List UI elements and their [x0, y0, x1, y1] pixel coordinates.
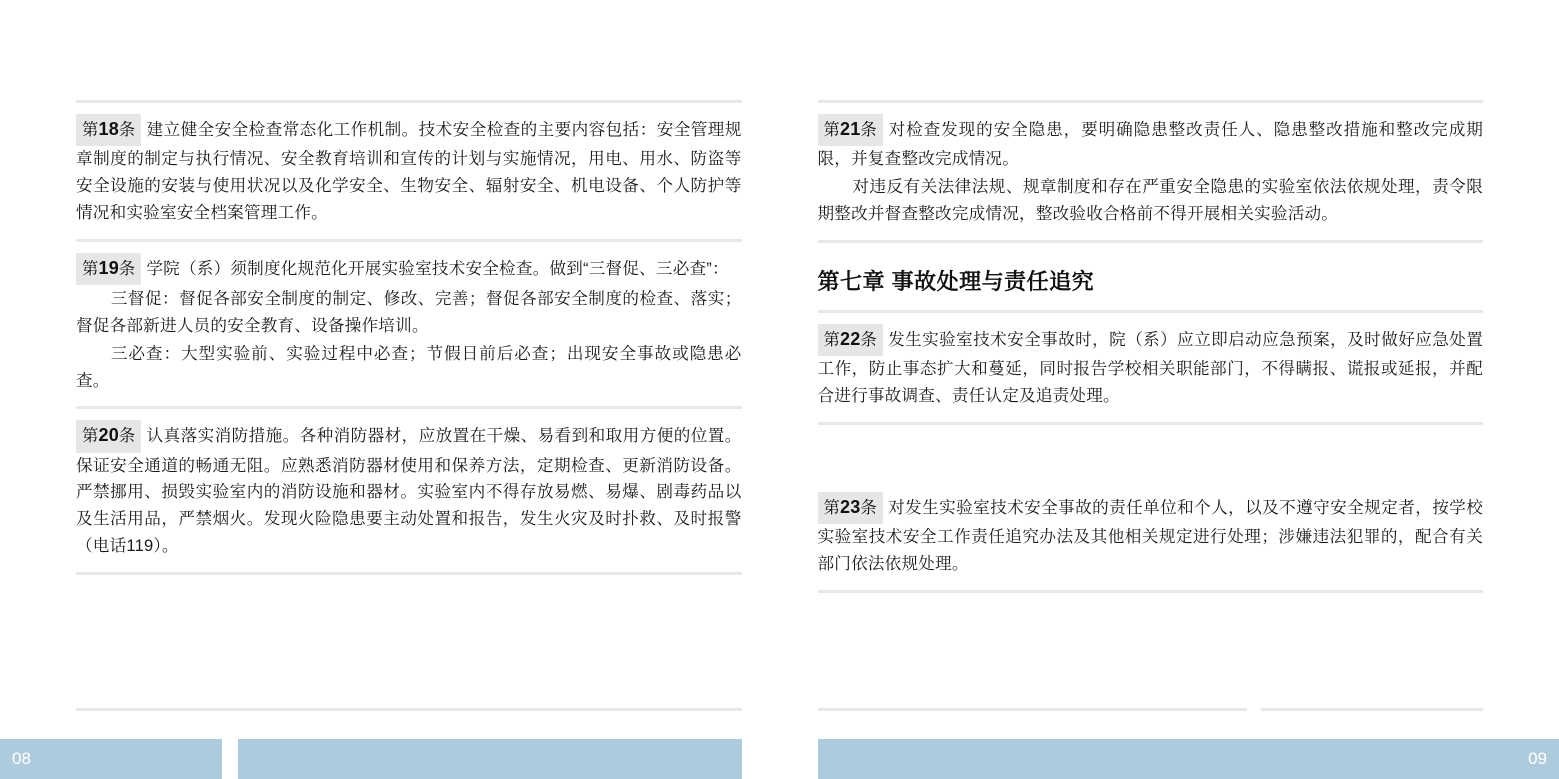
divider-rule [818, 590, 1484, 593]
page-right-footer [780, 739, 1559, 779]
article-18-text: 建立健全安全检查常态化工作机制。技术安全检查的主要内容包括：安全管理规章制度的制定与执行情况、安全教育培训和宣传的计划与实施情况，用电、用水、防盗等安全设施的安装与使用状况以及化学安全、生物安全、辐射安全、机电设备、个人防护等情况和实验室安全档案管理工作。 [76, 120, 742, 222]
divider-gap [1247, 708, 1261, 711]
divider-rule [76, 708, 742, 711]
footer-bar-page-number [818, 739, 1559, 779]
article-22-paragraph-1 [818, 324, 1484, 410]
article-19-paragraph-2: 三督促：督促各部安全制度的制定、修改、完善；督促各部安全制度的检查、落实；督促各部新进人员的安全教育、设备操作培训。 [76, 288, 742, 335]
article-23-text: 对发生实验室技术安全事故的责任单位和个人，以及不遵守安全规定者，按学校实验室技术安全工作责任追究办法及其他相关规定进行处理；涉嫌违法犯罪的，配合有关部门依法依规处理。 [817, 497, 1483, 573]
article-19-paragraph-1 [76, 253, 742, 285]
article-23-paragraph-1 [818, 492, 1484, 578]
page-right-bottom-rule [780, 708, 1559, 711]
article-19-tag: 第19条 [76, 253, 141, 285]
chapter-heading-block [818, 243, 1484, 310]
footer-bar-page-number [0, 739, 222, 779]
page-number-left: 08 [12, 749, 31, 768]
article-23 [818, 481, 1484, 590]
article-22 [818, 313, 1484, 422]
article-19-text: 学院（系）须制度化规范化开展实验室技术安全检查。做到“三督促、三必查”： [146, 258, 729, 278]
page-left-bottom-rule [0, 708, 780, 711]
article-23-tag: 第23条 [818, 492, 883, 524]
page-left-content [76, 100, 742, 669]
page-right-content [818, 100, 1484, 669]
divider-rule [76, 572, 742, 575]
article-19-paragraph-3: 三必查：大型实验前、实验过程中必查；节假日前后必查；出现安全事故或隐患必查。 [76, 343, 742, 390]
page-right [780, 0, 1559, 779]
article-20-text: 认真落实消防措施。各种消防器材，应放置在干燥、易看到和取用方便的位置。保证安全通道的畅通无阻。应熟悉消防器材使用和保养方法，定期检查、更新消防设备。严禁挪用、损毁实验室内的消防设施和器材。实验室内不得存放易燃、易爆、剧毒药品以及生活用品，严禁烟火。发现火险隐患要主动处置和报告，发生火灾及时扑救、及时报警（电话119）。 [76, 426, 742, 556]
footer-bar-decor [238, 739, 742, 779]
article-18-tag: 第18条 [76, 114, 141, 146]
article-21-paragraph-2: 对违反有关法律法规、规章制度和存在严重安全隐患的实验室依法依规处理，责令限期整改并督查整改完成情况，整改验收合格前不得开展相关实验活动。 [817, 177, 1483, 223]
page-left-footer [0, 739, 780, 779]
divider-rule-split [818, 708, 1484, 711]
article-21-paragraph-1 [818, 114, 1484, 173]
chapter-heading: 第七章 事故处理与责任追究 [817, 268, 1095, 294]
article-18 [76, 103, 742, 239]
spacer [818, 425, 1484, 481]
article-22-text: 发生实验室技术安全事故时，院（系）应立即启动应急预案，及时做好应急处置工作，防止事态扩大和蔓延，同时报告学校相关职能部门，不得瞒报、谎报或延报，并配合进行事故调查、责任认定及追责处理。 [817, 329, 1483, 405]
article-20 [76, 409, 742, 572]
divider-rule [818, 708, 1248, 711]
article-19 [76, 242, 742, 407]
article-22-tag: 第22条 [818, 324, 883, 356]
article-21 [818, 103, 1484, 240]
divider-rule [1261, 708, 1483, 711]
article-21-tag: 第21条 [818, 114, 883, 146]
page-number-right: 09 [1528, 749, 1547, 768]
article-20-tag: 第20条 [76, 420, 141, 452]
article-18-paragraph-1 [76, 114, 742, 227]
article-21-text: 对检查发现的安全隐患，要明确隐患整改责任人、隐患整改措施和整改完成期限，并复查整改完成情况。 [817, 120, 1483, 169]
article-20-paragraph-1 [76, 420, 742, 560]
